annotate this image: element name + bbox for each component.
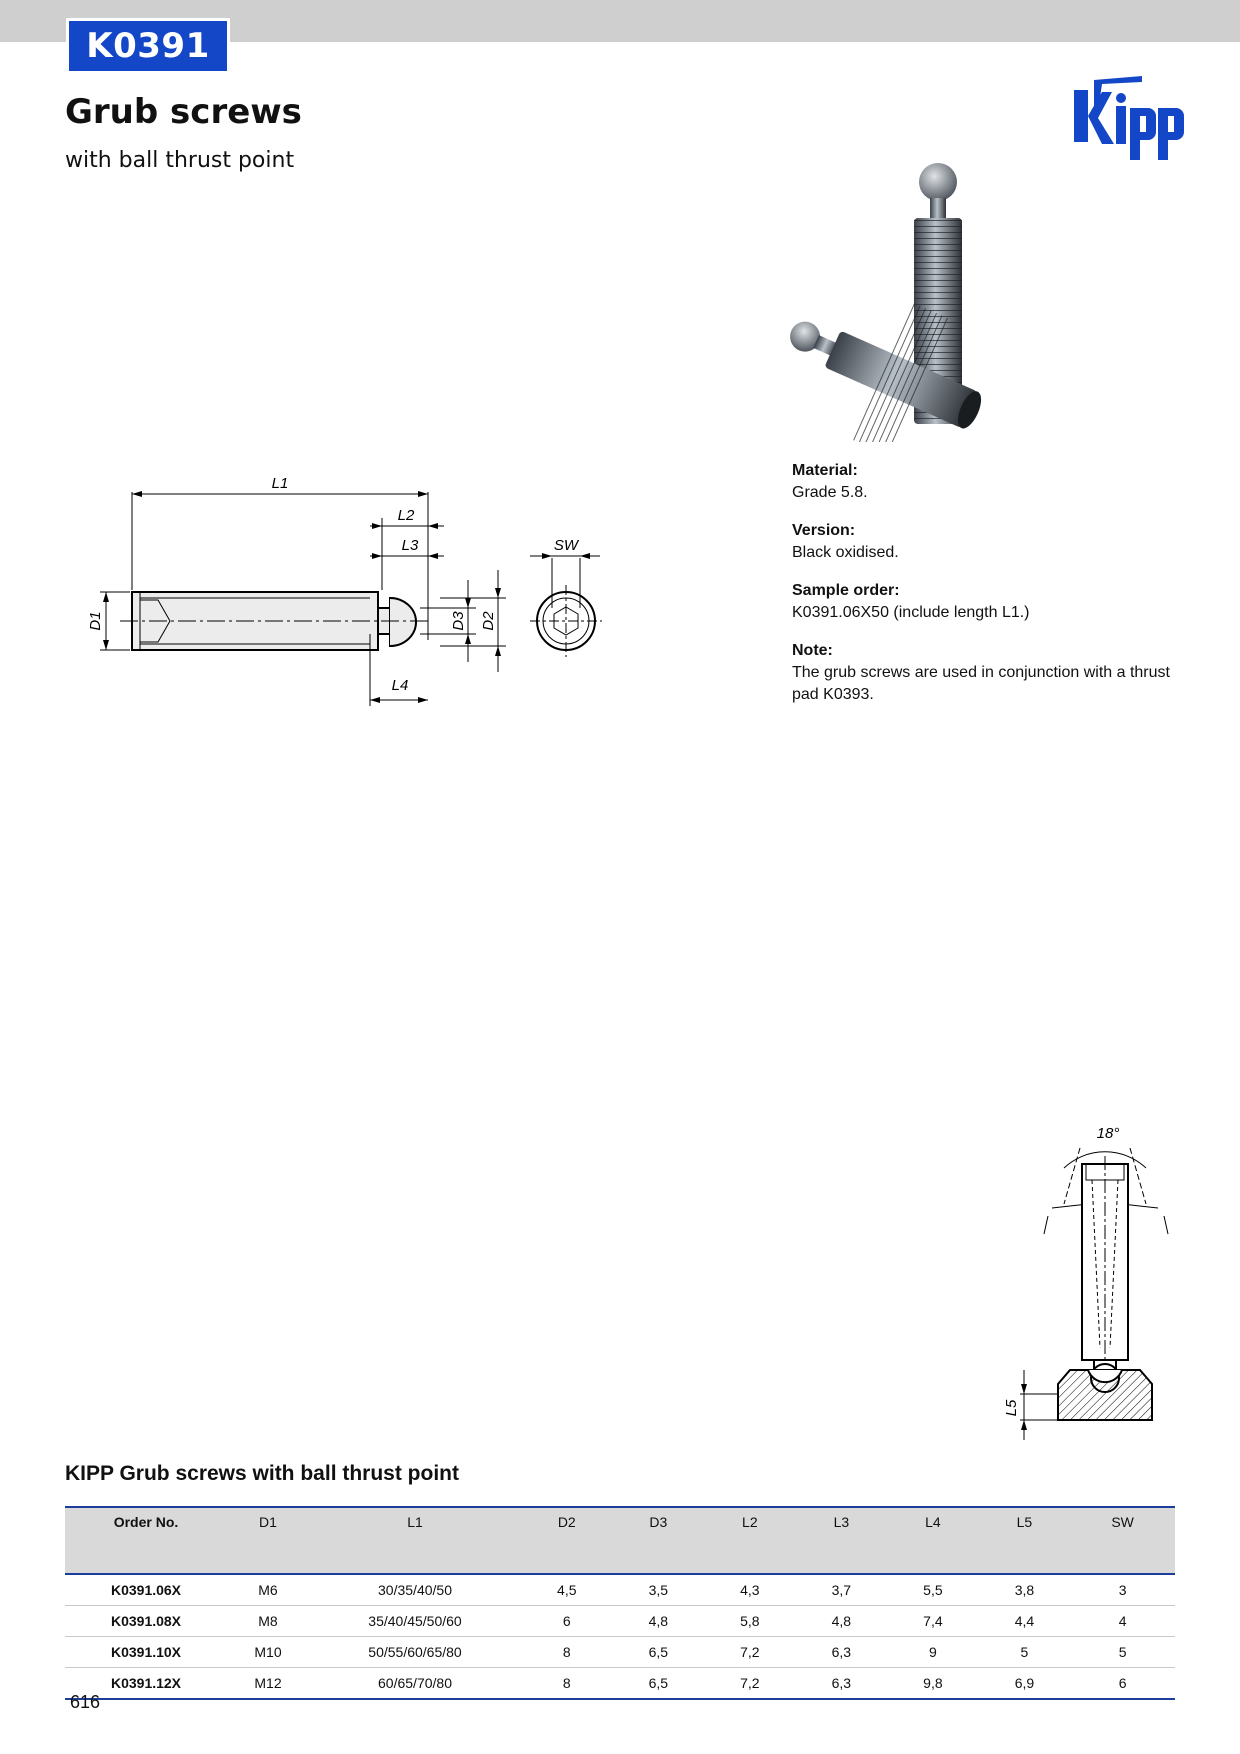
dim-label-sw: SW	[553, 537, 579, 554]
spec-label: Material:	[792, 462, 858, 479]
table-title: KIPP Grub screws with ball thrust point	[65, 1462, 459, 1485]
column-header: D3	[613, 1507, 705, 1574]
spec-value: Grade 5.8.	[792, 484, 868, 501]
spec-material	[792, 460, 1192, 504]
dim-label-l2: L2	[397, 507, 415, 524]
table-cell: 3,8	[979, 1574, 1071, 1606]
table-cell: 5,8	[704, 1606, 796, 1637]
column-header: L5	[979, 1507, 1071, 1574]
table-cell: K0391.06X	[65, 1574, 227, 1606]
spec-label: Note:	[792, 642, 833, 659]
spec-value: K0391.06X50 (include length L1.)	[792, 604, 1030, 621]
table-cell: 5,5	[887, 1574, 979, 1606]
table-cell: 9,8	[887, 1668, 979, 1700]
application-drawing	[1000, 1108, 1180, 1448]
table-cell: 4,4	[979, 1606, 1071, 1637]
table-cell: 7,2	[704, 1637, 796, 1668]
table-cell: 60/65/70/80	[309, 1668, 521, 1700]
table-row	[65, 1668, 1175, 1700]
dim-label-l3: L3	[401, 537, 419, 554]
table-header-row	[65, 1507, 1175, 1574]
table-cell: 6	[521, 1606, 613, 1637]
table-cell: 35/40/45/50/60	[309, 1606, 521, 1637]
page-title: Grub screws	[65, 92, 302, 132]
spec-value: Black oxidised.	[792, 544, 899, 561]
table-cell: 9	[887, 1637, 979, 1668]
page-subtitle: with ball thrust point	[65, 148, 295, 173]
spec-label: Sample order:	[792, 582, 900, 599]
table-cell: 5	[1070, 1637, 1175, 1668]
table-cell: 6,5	[613, 1668, 705, 1700]
column-header: D2	[521, 1507, 613, 1574]
column-header: L1	[309, 1507, 521, 1574]
table-row	[65, 1606, 1175, 1637]
table-cell: 6,3	[796, 1668, 888, 1700]
spec-label: Version:	[792, 522, 856, 539]
table-cell: 6	[1070, 1668, 1175, 1700]
column-header: L2	[704, 1507, 796, 1574]
table-cell: 7,4	[887, 1606, 979, 1637]
table-cell: M6	[227, 1574, 309, 1606]
table-cell: 4,3	[704, 1574, 796, 1606]
table-cell: M8	[227, 1606, 309, 1637]
dim-label-d2: D2	[480, 611, 497, 631]
column-header: SW	[1070, 1507, 1175, 1574]
table-row	[65, 1637, 1175, 1668]
table-cell: 6,5	[613, 1637, 705, 1668]
specifications	[792, 460, 1192, 722]
table-cell: 6,3	[796, 1637, 888, 1668]
kipp-logo	[1072, 72, 1186, 164]
table-cell: 4	[1070, 1606, 1175, 1637]
dim-label-l4: L4	[391, 677, 409, 694]
dimension-drawing	[80, 470, 620, 710]
column-header: L4	[887, 1507, 979, 1574]
table-cell: 8	[521, 1637, 613, 1668]
product-code-badge: K0391	[66, 18, 230, 74]
table-cell: 50/55/60/65/80	[309, 1637, 521, 1668]
table-cell: 4,8	[796, 1606, 888, 1637]
table-row	[65, 1574, 1175, 1606]
table-cell: K0391.08X	[65, 1606, 227, 1637]
dimensions-table	[65, 1506, 1175, 1700]
table-cell: 4,8	[613, 1606, 705, 1637]
table-cell: 4,5	[521, 1574, 613, 1606]
dim-label-l1: L1	[271, 475, 289, 492]
spec-note	[792, 640, 1192, 706]
table-cell: K0391.12X	[65, 1668, 227, 1700]
table-cell: 6,9	[979, 1668, 1071, 1700]
table-cell: 7,2	[704, 1668, 796, 1700]
spec-value: The grub screws are used in conjunction with a thrust pad K0393.	[792, 664, 1170, 703]
column-header: L3	[796, 1507, 888, 1574]
dim-label-d3: D3	[450, 611, 467, 631]
dim-label-d1: D1	[87, 611, 104, 631]
table-cell: 3	[1070, 1574, 1175, 1606]
spec-version	[792, 520, 1192, 564]
table-cell: K0391.10X	[65, 1637, 227, 1668]
column-header: D1	[227, 1507, 309, 1574]
table-cell: M12	[227, 1668, 309, 1700]
column-header: Order No.	[65, 1507, 227, 1574]
table-cell: 3,7	[796, 1574, 888, 1606]
table-cell: M10	[227, 1637, 309, 1668]
product-photo	[780, 160, 1010, 442]
table-cell: 5	[979, 1637, 1071, 1668]
table-cell: 8	[521, 1668, 613, 1700]
angle-label: 18°	[1096, 1125, 1120, 1142]
page-number: 616	[70, 1692, 101, 1712]
table-cell: 3,5	[613, 1574, 705, 1606]
table-cell: 30/35/40/50	[309, 1574, 521, 1606]
spec-sample-order	[792, 580, 1192, 624]
dim-label-l5: L5	[1003, 1399, 1020, 1417]
